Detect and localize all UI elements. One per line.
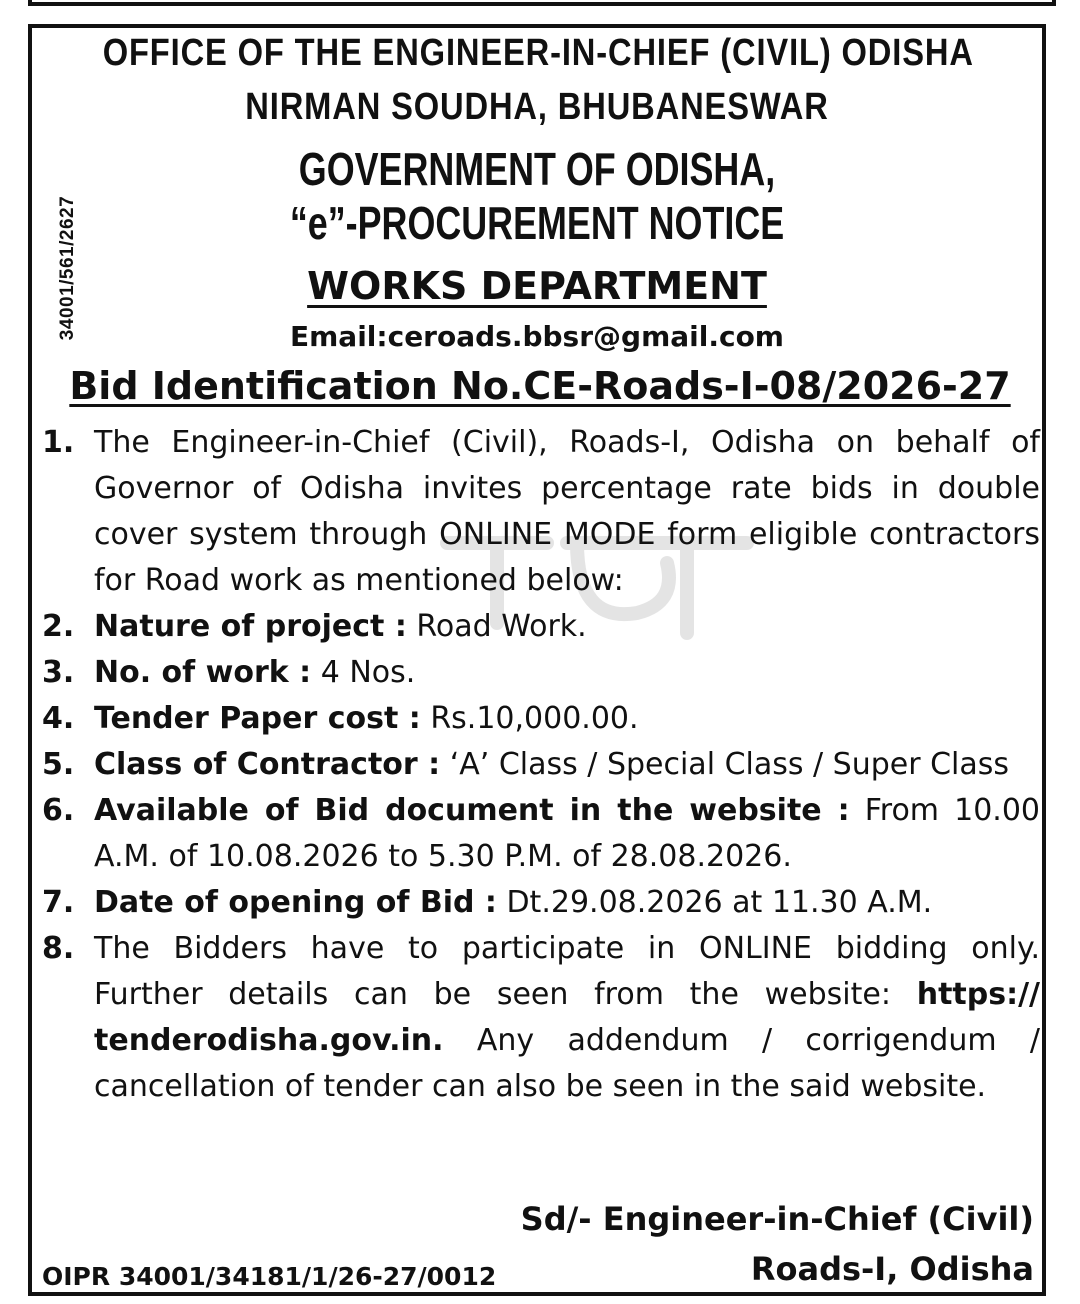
item-value: Rs.10,000.00. <box>430 701 639 736</box>
bid-identification <box>52 364 1028 408</box>
list-item <box>42 926 1040 1110</box>
list-item <box>42 788 1040 880</box>
item-list <box>42 420 1040 1110</box>
website-link[interactable]: https:// tenderodisha.gov.in. <box>94 977 1040 1058</box>
department-heading <box>32 264 1042 308</box>
item-number: 1. <box>42 425 75 460</box>
item-label: Available of Bid document in the website : <box>94 793 850 828</box>
office-address: NIRMAN SOUDHA, BHUBANESWAR <box>245 86 829 128</box>
list-item <box>42 696 1040 742</box>
signature-line-1: Sd/- Engineer-in-Chief (Civil) <box>520 1200 1034 1238</box>
item-text: The Engineer-in-Chief (Civil), Roads-I, Odisha on behalf of Governor of Odisha invites percentage rate bids in double cover system through ONLINE MODE form eligible contractors for Road work as mentioned below: <box>94 425 1040 598</box>
email-line: Email:ceroads.bbsr@gmail.com <box>290 320 784 353</box>
notice-title: “e”-PROCUREMENT NOTICE <box>289 197 785 249</box>
list-item <box>42 604 1040 650</box>
item-number: 7. <box>42 885 75 920</box>
item-number: 2. <box>42 609 75 644</box>
item-value: From 10.00 A.M. of 10.08.2026 to 5.30 P.M. of 28.08.2026. <box>94 793 1040 874</box>
item-number: 4. <box>42 701 75 736</box>
department-label: WORKS DEPARTMENT <box>307 264 767 308</box>
signature-line-2: Roads-I, Odisha <box>750 1250 1034 1288</box>
item-value: 4 Nos. <box>320 655 416 690</box>
list-item <box>42 420 1040 604</box>
item-number: 5. <box>42 747 75 782</box>
item-value: ‘A’ Class / Special Class / Super Class <box>449 747 1010 782</box>
item-text: The Bidders have to participate in ONLINE bidding only. Further details can be seen from the website: <box>94 931 1040 1012</box>
list-item <box>42 880 1040 926</box>
list-item <box>42 742 1040 788</box>
item-label: Nature of project : <box>94 609 407 644</box>
government-title: GOVERNMENT OF ODISHA, <box>298 143 776 195</box>
reference-number: OIPR 34001/34181/1/26-27/0012 <box>42 1262 497 1291</box>
bid-identification-text: Bid Identification No.CE-Roads-I-08/2026-27 <box>69 364 1011 408</box>
item-label: Tender Paper cost : <box>94 701 421 736</box>
top-border <box>28 0 1056 6</box>
item-number: 6. <box>42 793 75 828</box>
office-title: OFFICE OF THE ENGINEER-IN-CHIEF (CIVIL) ODISHA <box>102 32 974 74</box>
item-label: No. of work : <box>94 655 312 690</box>
item-value: Dt.29.08.2026 at 11.30 A.M. <box>506 885 933 920</box>
item-number: 8. <box>42 931 75 966</box>
item-text: Any addendum / corrigendum / cancellation of tender can also be seen in the said website. <box>94 1023 1040 1104</box>
item-label: Date of opening of Bid : <box>94 885 497 920</box>
item-number: 3. <box>42 655 75 690</box>
list-item <box>42 650 1040 696</box>
item-value: Road Work. <box>416 609 587 644</box>
side-code-text: 34001/561/2627 <box>57 195 78 341</box>
notice-box <box>28 24 1046 1296</box>
item-label: Class of Contractor : <box>94 747 441 782</box>
